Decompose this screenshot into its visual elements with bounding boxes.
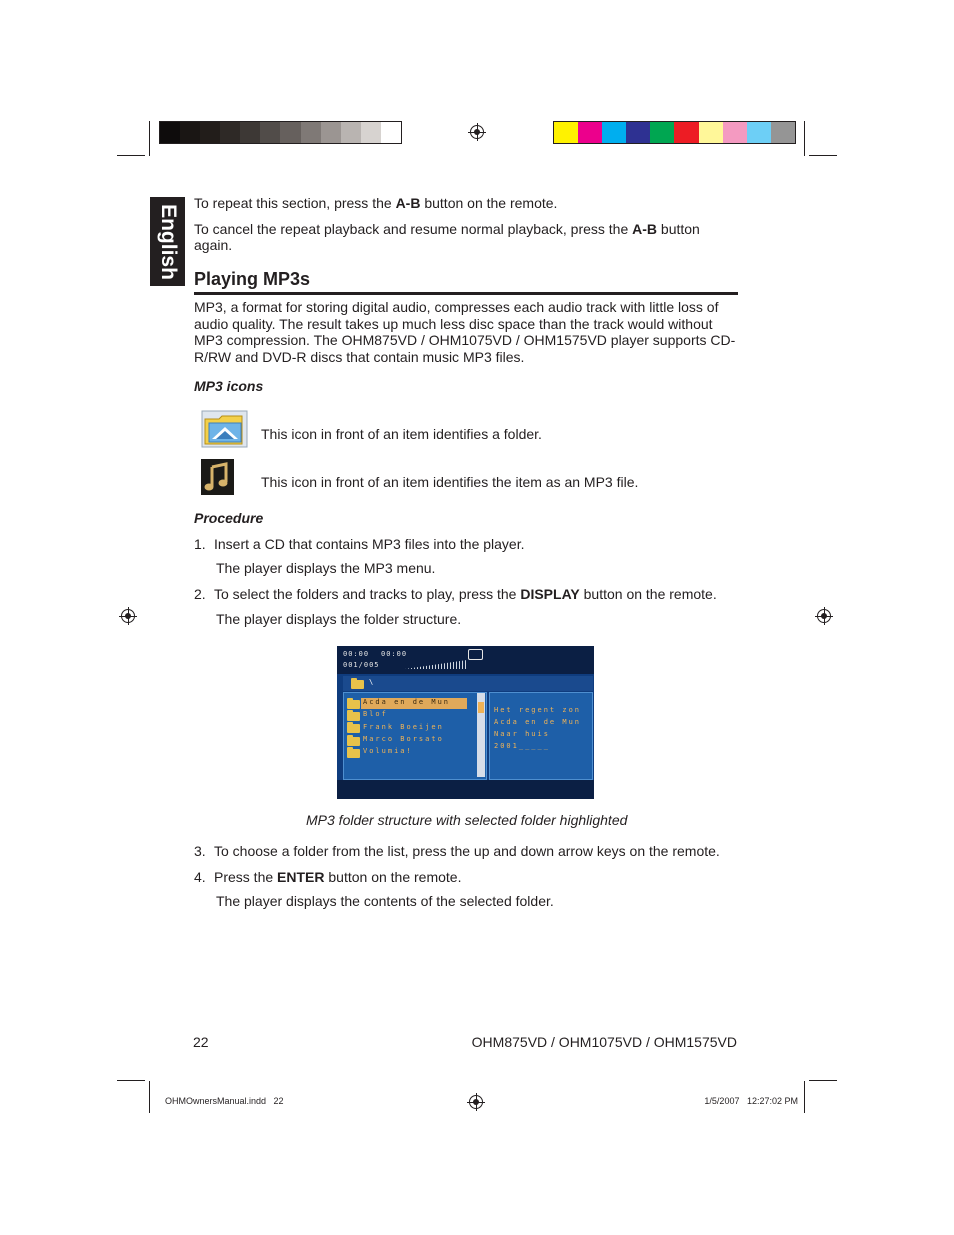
color-swatch: [240, 122, 260, 143]
folder-icon: [347, 712, 360, 721]
info-year: 2001_____: [494, 742, 550, 750]
folder-icon: [347, 749, 360, 758]
section-para-3: MP3 compression. The OHM875VD / OHM1075VD / OHM1575VD player supports CD-: [194, 332, 736, 348]
color-swatch: [200, 122, 220, 143]
color-swatch: [381, 122, 401, 143]
section-para-2: audio quality. The result takes up much less disc space than the track would without: [194, 316, 713, 332]
page-number: 22: [193, 1034, 209, 1050]
color-swatch: [650, 122, 674, 143]
crop-mark: [117, 155, 145, 156]
mp3-icons-heading: MP3 icons: [194, 378, 264, 394]
screen-total-time: 00:00: [381, 650, 408, 658]
screen-track-counter: 001/005: [343, 661, 380, 669]
color-swatch: [626, 122, 650, 143]
intro-line-3: again.: [194, 237, 233, 253]
crop-mark: [804, 121, 805, 156]
folder-item[interactable]: Frank Boeijen: [363, 723, 444, 731]
music-note-icon: [201, 459, 234, 495]
ab-button-ref: A-B: [632, 221, 658, 237]
screen-status-icon: [468, 649, 483, 660]
step-2-text: [214, 586, 717, 603]
color-swatch: [747, 122, 771, 143]
ab-button-ref: A-B: [395, 195, 421, 211]
color-swatch: [321, 122, 341, 143]
language-tab-label: English: [156, 203, 180, 280]
folder-item[interactable]: Acda en de Mun: [363, 698, 451, 706]
registration-mark-icon: [470, 125, 484, 139]
step-text: button on the remote.: [324, 869, 462, 885]
cmyk-color-bar: [553, 121, 796, 144]
screen-top-bar: [337, 646, 594, 674]
folder-icon: [347, 700, 360, 709]
folder-icon-description: This icon in front of an item identifies a folder.: [261, 426, 542, 442]
info-artist: Acda en de Mun: [494, 718, 582, 726]
screen-elapsed-time: 00:00: [343, 650, 370, 658]
color-swatch: [280, 122, 300, 143]
step-1-number: 1.: [194, 536, 206, 552]
color-swatch: [578, 122, 602, 143]
step-2-number: 2.: [194, 586, 206, 602]
intro-text: button: [657, 221, 700, 237]
crop-mark: [809, 155, 837, 156]
registration-mark-icon: [817, 609, 831, 623]
crop-mark: [149, 121, 150, 156]
color-swatch: [301, 122, 321, 143]
color-swatch: [160, 122, 180, 143]
step-4-number: 4.: [194, 869, 206, 885]
language-tab: [150, 197, 185, 286]
intro-line-1: [194, 195, 557, 212]
mp3-menu-screenshot: [337, 646, 594, 799]
color-swatch: [674, 122, 698, 143]
screen-path-bar: [343, 676, 593, 691]
step-text: To select the folders and tracks to play, press the: [214, 586, 521, 602]
folder-item[interactable]: Volumia!: [363, 747, 413, 755]
crop-mark: [117, 1080, 145, 1081]
step-2-result: The player displays the folder structure.: [216, 611, 462, 627]
screen-bottom-bar: [337, 780, 594, 799]
print-timestamp: 1/5/2007 12:27:02 PM: [704, 1096, 798, 1106]
figure-caption: MP3 folder structure with selected folder highlighted: [306, 812, 628, 828]
color-swatch: [723, 122, 747, 143]
color-swatch: [554, 122, 578, 143]
registration-mark-icon: [121, 609, 135, 623]
step-4-result: The player displays the contents of the selected folder.: [216, 893, 554, 909]
crop-mark: [149, 1081, 150, 1113]
registration-mark-icon: [469, 1095, 483, 1109]
display-button-ref: DISPLAY: [520, 586, 580, 602]
section-rule: [194, 292, 738, 295]
color-swatch: [771, 122, 795, 143]
enter-button-ref: ENTER: [277, 869, 325, 885]
file-slug: OHMOwnersManual.indd 22: [165, 1096, 284, 1106]
model-numbers: OHM875VD / OHM1075VD / OHM1575VD: [471, 1034, 737, 1050]
folder-icon: [347, 724, 360, 733]
info-title: Het regent zon: [494, 706, 582, 714]
intro-line-2: [194, 221, 700, 238]
step-3-text: To choose a folder from the list, press the up and down arrow keys on the remote.: [214, 843, 720, 859]
screen-path: \: [369, 678, 376, 686]
folder-item[interactable]: Marco Borsato: [363, 735, 444, 743]
step-3-number: 3.: [194, 843, 206, 859]
color-swatch: [602, 122, 626, 143]
intro-text: To repeat this section, press the: [194, 195, 396, 211]
color-swatch: [260, 122, 280, 143]
section-para-1: MP3, a format for storing digital audio, compresses each audio track with little loss of: [194, 299, 719, 315]
folder-item[interactable]: Blof: [363, 710, 388, 718]
color-swatch: [341, 122, 361, 143]
crop-mark: [809, 1080, 837, 1081]
section-para-4: R/RW and DVD-R discs that contain music MP3 files.: [194, 349, 525, 365]
crop-mark: [804, 1081, 805, 1113]
folder-icon: [347, 737, 360, 746]
color-swatch: [180, 122, 200, 143]
color-swatch: [361, 122, 381, 143]
step-text: button on the remote.: [579, 586, 717, 602]
section-title: Playing MP3s: [194, 269, 311, 289]
path-folder-icon: [351, 680, 364, 689]
procedure-heading: Procedure: [194, 510, 264, 526]
step-1-text: Insert a CD that contains MP3 files into the player.: [214, 536, 525, 552]
grayscale-color-bar: [159, 121, 402, 144]
scroll-thumb[interactable]: [478, 702, 484, 713]
intro-text: button on the remote.: [420, 195, 558, 211]
step-text: Press the: [214, 869, 278, 885]
step-4-text: [214, 869, 461, 886]
folder-icon: [201, 410, 248, 448]
color-swatch: [699, 122, 723, 143]
color-swatch: [220, 122, 240, 143]
intro-text: To cancel the repeat playback and resume normal playback, press the: [194, 221, 633, 237]
info-album: Naar huis: [494, 730, 550, 738]
step-1-result: The player displays the MP3 menu.: [216, 560, 436, 576]
mp3-icon-description: This icon in front of an item identifies the item as an MP3 file.: [261, 474, 639, 490]
